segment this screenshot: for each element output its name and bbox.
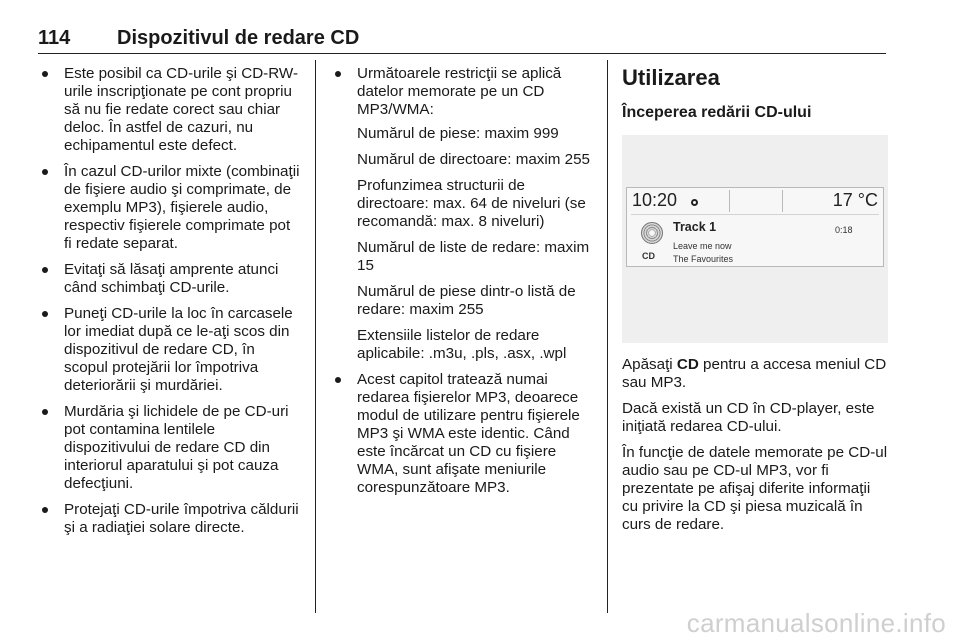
list-item [331, 65, 593, 363]
list-item: Murdăria şi lichidele de pe CD-uri pot contamina lentilele dispozitivului de redare CD din interiorul aparatului şi pot cauza defecţiuni. [38, 403, 302, 493]
restriction-item: Extensiile listelor de redare aplicabile: .m3u, .pls, .asx, .wpl [357, 327, 567, 362]
cd-button-label: CD [676, 356, 699, 373]
display-source-label: CD [642, 251, 655, 261]
column-divider-2 [607, 60, 608, 613]
display-time: 10:20 [632, 190, 678, 210]
watermark: carmanualsonline.info [686, 608, 946, 638]
instruction-prefix: Apăsaţi [622, 356, 677, 373]
restriction-item: Numărul de piese dintr-o listă de redare: maxim 255 [357, 283, 576, 318]
column-1 [38, 65, 302, 545]
restrictions-list [331, 65, 593, 497]
instruction-suffix: pentru a accesa meniul CD sau MP3. [622, 356, 887, 391]
radio-display-screen [626, 187, 884, 267]
subsection-title: Începerea redării CD-ului [622, 104, 812, 121]
column-divider-1 [315, 60, 316, 613]
section-title: Utilizarea [622, 65, 720, 90]
media-dot-icon [691, 199, 698, 206]
page-header [38, 27, 886, 54]
display-artist: The Favourites [673, 254, 734, 264]
display-song: Leave me now [673, 241, 732, 251]
list-item: Este posibil ca CD-urile şi CD-RW-urile inscripţionate pe cont propriu să nu fie redate corect sau chiar deloc. În astfel de cazuri, nu echipamentul este defect. [38, 65, 302, 155]
display-rule [631, 214, 879, 215]
body-paragraph: În funcţie de datele memorate pe CD-ul audio sau pe CD-ul MP3, vor fi prezentate pe afişaj diferite informaţii cu privire la CD şi piesa muzicală în curs de redare. [622, 444, 888, 533]
page-title: Dispozitivul de redare CD [117, 27, 360, 49]
restriction-item: Profunzimea structurii de directoare: max. 64 de niveluri (se recomandă: max. 8 niveluri) [357, 177, 586, 230]
restriction-item: Numărul de liste de redare: maxim 15 [357, 239, 590, 274]
list-item: Evitaţi să lăsaţi amprente atunci când schimbaţi CD-urile. [38, 261, 302, 297]
display-elapsed-time: 0:18 [835, 225, 853, 235]
display-track: Track 1 [673, 220, 717, 234]
list-item: În cazul CD-urilor mixte (combinaţii de fişiere audio şi comprimate, de exemplu MP3), fişierele audio, respectiv fişierele comprimate pot fi redate separat. [38, 163, 302, 253]
display-separator [729, 190, 730, 212]
display-temperature: 17 °C [832, 190, 878, 210]
cd-disc-icon [641, 222, 663, 244]
restriction-item: Numărul de piese: maxim 999 [357, 125, 559, 142]
instruction-paragraph [622, 356, 888, 392]
page-number: 114 [38, 27, 71, 49]
precautions-list [38, 65, 302, 537]
display-separator [782, 190, 783, 212]
column-3 [622, 65, 888, 542]
display-figure [622, 135, 888, 343]
restrictions-sublist [357, 125, 593, 363]
list-item: Protejaţi CD-urile împotriva căldurii şi a radiaţiei solare directe. [38, 501, 302, 537]
body-paragraph: Dacă există un CD în CD-player, este iniţiată redarea CD-ului. [622, 400, 875, 435]
column-2 [331, 65, 593, 505]
list-item: Acest capitol tratează numai redarea fişierelor MP3, deoarece modul de utilizare pentru fişierele MP3 şi WMA este identic. Când este încărcat un CD cu fişiere WMA, sunt afişate meniurile corespunzătoare MP3. [331, 371, 593, 497]
restriction-item: Numărul de directoare: maxim 255 [357, 151, 590, 168]
restrictions-intro: Următoarele restricţii se aplică datelor memorate pe un CD MP3/WMA: [357, 65, 562, 118]
list-item: Puneţi CD-urile la loc în carcasele lor imediat după ce le-aţi scos din dispozitivul de redare CD, în scopul protejării lor împotriva deteriorării şi murdăriei. [38, 305, 302, 395]
